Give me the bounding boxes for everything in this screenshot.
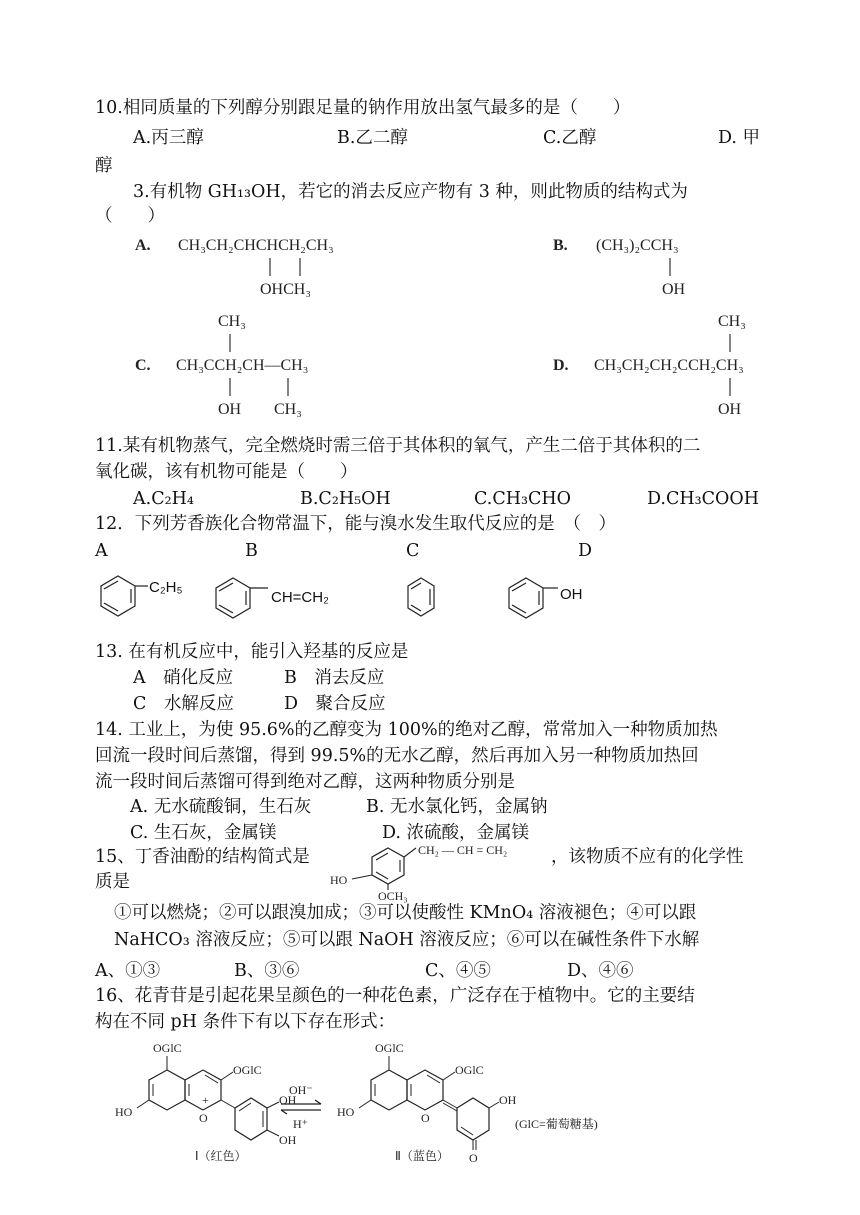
- eugenol-ho: HO: [330, 873, 348, 887]
- q10-option-b: B.乙二醇: [337, 128, 408, 148]
- q3-b-sub: OH: [662, 281, 686, 298]
- q3-d-main: CH₃CH₂CH₂CCH₂CH₃: [594, 357, 744, 374]
- benzene-ring-b: [216, 578, 268, 618]
- q10-stem: 10.相同质量的下列醇分别跟足量的钠作用放出氢气最多的是（ ）: [95, 98, 631, 118]
- q14-option-b: B. 无水氯化钙，金属钠: [366, 797, 548, 817]
- arrow-h: H⁺: [293, 1117, 308, 1131]
- q10-option-c: C.乙醇: [543, 128, 597, 148]
- s1-plus: +: [202, 1093, 209, 1107]
- q13-option-d: D 聚合反应: [284, 694, 386, 714]
- q11-option-b: B.C₂H₅OH: [300, 489, 391, 509]
- q14-option-c: C. 生石灰，金属镁: [130, 823, 277, 843]
- q11-option-c: C.CH₃CHO: [474, 489, 571, 509]
- q14-option-d: D. 浓硫酸，金属镁: [382, 823, 530, 843]
- q12-a-sub: C₂H₅: [149, 579, 183, 596]
- q16-line2: 构在不同 pH 条件下有以下存在形式：: [95, 1012, 396, 1032]
- q14-line1: 14. 工业上，为使 95.6%的乙醇变为 100%的绝对乙醇，常常加入一种物质加热: [95, 720, 718, 740]
- q15-stem-cont: 质是: [95, 872, 130, 892]
- q12-label-b: B: [245, 541, 258, 561]
- q3-stem-cont: （ ）: [95, 206, 165, 226]
- q3-c-main: CH₃CCH₂CH—CH₃: [176, 357, 309, 374]
- s2-oglc-top: OGlC: [375, 1041, 404, 1055]
- benzene-ring-d: [509, 578, 558, 618]
- q13-option-a: A 硝化反应: [133, 668, 234, 688]
- s2-o: O: [421, 1111, 430, 1125]
- s1-label: Ⅰ（红色）: [195, 1149, 247, 1163]
- q12-structures: [0, 572, 860, 632]
- q11-option-d: D.CH₃COOH: [647, 489, 759, 509]
- eugenol-chain: CH₂ — CH = CH₂: [418, 843, 508, 857]
- q3-structures: [0, 230, 860, 430]
- s1-oglc-right: OGlC: [233, 1063, 262, 1077]
- q3-c-sub2: CH₃: [274, 401, 302, 418]
- q16-line1: 16、花青苷是引起花果呈颜色的一种花色素，广泛存在于植物中。它的主要结: [95, 986, 695, 1006]
- q14-line2: 回流一段时间后蒸馏，得到 99.5%的无水乙醇，然后再加入另一种物质加热回: [95, 746, 699, 766]
- benzene-ring-a: [101, 576, 148, 616]
- s2-oglc-right: OGlC: [455, 1063, 484, 1077]
- q3-a-sub: OHCH₃: [260, 281, 311, 298]
- q12-label-d: D: [578, 541, 593, 561]
- q13-option-c: C 水解反应: [133, 694, 234, 714]
- q12-label-a: A: [95, 541, 108, 561]
- glc-note: (GlC=葡萄糖基): [515, 1117, 598, 1131]
- q3-label-a: A.: [135, 237, 151, 254]
- s1-ho: HO: [115, 1105, 133, 1119]
- q3-c-top: CH₃: [218, 313, 246, 330]
- q3-a-main: CH₃CH₂CHCHCH₂CH₃: [178, 237, 334, 254]
- q11-stem: 11.某有机物蒸气，完全燃烧时需三倍于其体积的氧气，产生二倍于其体积的二: [95, 436, 701, 456]
- q3-d-top: CH₃: [718, 313, 746, 330]
- q15-option-d: D、④⑥: [567, 961, 634, 981]
- s2-oh: OH: [499, 1093, 517, 1107]
- q12-b-sub: CH=CH₂: [271, 589, 329, 606]
- q13-option-b: B 消去反应: [284, 668, 385, 688]
- q12-d-sub: OH: [560, 586, 583, 603]
- q15-props2: NaHCO₃ 溶液反应；⑤可以跟 NaOH 溶液反应；⑥可以在碱性条件下水解: [114, 930, 700, 950]
- q3-label-b: B.: [553, 237, 568, 254]
- q14-line3: 流一段时间后蒸馏可得到绝对乙醇，这两种物质分别是: [95, 772, 515, 792]
- eugenol-structure: [328, 840, 568, 902]
- q3-d-sub: OH: [718, 401, 742, 418]
- q14-option-a: A. 无水硫酸铜，生石灰: [130, 797, 312, 817]
- s2-ho: HO: [337, 1105, 355, 1119]
- q15-props1: ①可以燃烧；②可以跟溴加成；③可以使酸性 KMnO₄ 溶液褪色；④可以跟: [114, 903, 697, 923]
- q3-b-main: (CH₃)₂CCH₃: [596, 237, 679, 254]
- q3-label-d: D.: [553, 357, 569, 374]
- q15-option-b: B、③⑥: [234, 961, 300, 981]
- q12-label-c: C: [406, 541, 420, 561]
- anthocyanin-equilibrium-diagram: [95, 1038, 795, 1178]
- q15-option-c: C、④⑤: [425, 961, 491, 981]
- s1-oh-1: OH: [279, 1093, 297, 1107]
- q3-stem: 3.有机物 GH₁₃OH，若它的消去反应产物有 3 种，则此物质的结构式为: [133, 182, 688, 202]
- q15-stem: 15、丁香油酚的结构简式是: [95, 847, 310, 867]
- s1-oglc-top: OGlC: [153, 1041, 182, 1055]
- benzene-ring-c: [408, 578, 434, 616]
- q11-stem-cont: 氧化碳，该有机物可能是（ ）: [95, 462, 358, 482]
- arrow-oh: OH⁻: [289, 1083, 313, 1097]
- q10-option-d-cont: 醇: [95, 156, 113, 176]
- q15-option-a: A、①③: [95, 961, 161, 981]
- q12-stem: 12．下列芳香族化合物常温下，能与溴水发生取代反应的是 （ ）: [95, 514, 617, 534]
- q11-option-a: A.C₂H₄: [133, 489, 194, 509]
- s2-label: Ⅱ（蓝色）: [395, 1149, 449, 1163]
- q10-option-d: D. 甲: [718, 128, 761, 148]
- q3-c-sub1: OH: [218, 401, 242, 418]
- q10-option-a: A.丙三醇: [133, 128, 204, 148]
- eugenol-och3: OCH₃: [378, 889, 408, 903]
- s1-o: O: [199, 1111, 208, 1125]
- q15-stem-tail: ，该物质不应有的化学性: [551, 847, 744, 867]
- q13-stem: 13. 在有机反应中，能引入羟基的反应是: [95, 642, 409, 662]
- q3-label-c: C.: [135, 357, 151, 374]
- s2-ketone-o: O: [469, 1151, 478, 1165]
- s1-oh-2: OH: [279, 1133, 297, 1147]
